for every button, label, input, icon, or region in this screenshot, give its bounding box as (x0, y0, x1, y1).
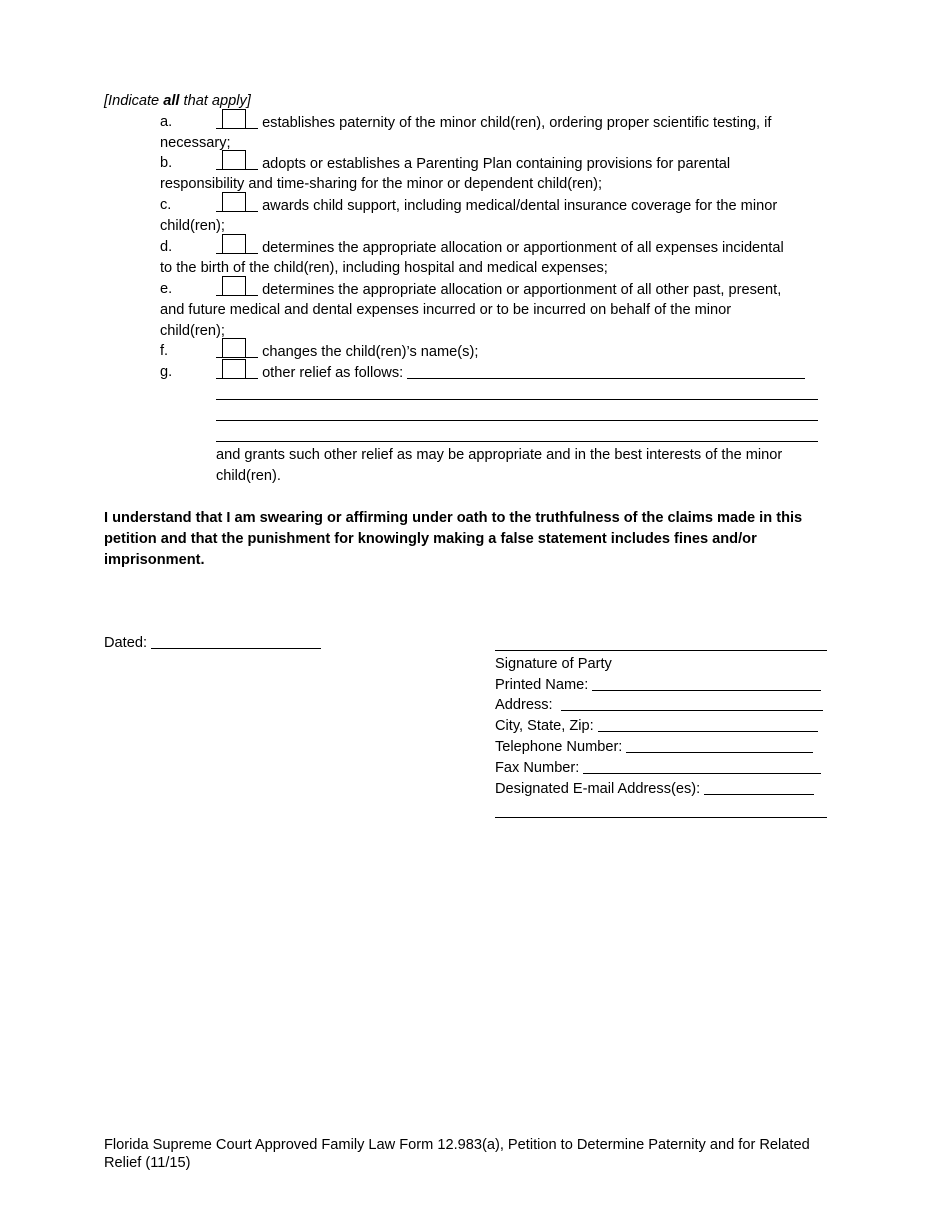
grants-text: and grants such other relief as may be appropriate and in the best interests of the minor child(ren). (216, 447, 783, 484)
address-field[interactable] (561, 696, 823, 711)
item-text: determines the appropriate allocation or apportionment of all other past, present, (262, 282, 782, 298)
address-row (495, 695, 823, 716)
item-line (216, 195, 777, 217)
item-letter: d. (160, 239, 173, 255)
printed-name-label: Printed Name: (495, 677, 589, 693)
item-letter: c. (160, 197, 172, 213)
telephone-field[interactable] (626, 738, 813, 753)
telephone-row (495, 737, 813, 758)
city-state-zip-row (495, 716, 818, 737)
form-footer: Florida Supreme Court Approved Family Law Form 12.983(a), Petition to Determine Paternity and for Related Relief (11/15) (104, 1137, 810, 1171)
email-label: Designated E-mail Address(es): (495, 781, 701, 797)
dated-field[interactable] (151, 634, 321, 649)
other-relief-field[interactable] (407, 364, 805, 379)
blank-line (216, 362, 258, 380)
item-continuation: and future medical and dental expenses incurred or to be incurred on behalf of the minor (160, 302, 732, 318)
checkbox-e[interactable] (222, 276, 246, 296)
item-line (216, 237, 784, 259)
instruction-prefix: [Indicate (104, 93, 164, 109)
checkbox-g[interactable] (222, 359, 246, 379)
item-line (216, 279, 781, 301)
item-line (216, 362, 805, 384)
item-letter: f. (160, 343, 169, 359)
email-continuation-line[interactable] (495, 817, 827, 818)
dated-row (104, 633, 321, 654)
fax-field[interactable] (583, 759, 821, 774)
item-line (216, 341, 478, 363)
item-line (216, 153, 730, 175)
item-letter: e. (160, 281, 173, 297)
email-row (495, 779, 814, 800)
item-continuation: responsibility and time-sharing for the minor or dependent child(ren); (160, 176, 603, 192)
printed-name-row (495, 675, 821, 696)
item-text: changes the child(ren)’s name(s); (262, 344, 479, 360)
item-letter: g. (160, 364, 173, 380)
signature-line[interactable] (495, 650, 827, 651)
blank-line (216, 341, 258, 359)
signature-label: Signature of Party (495, 656, 612, 672)
checkbox-a[interactable] (222, 109, 246, 129)
other-relief-line[interactable] (216, 420, 818, 421)
dated-label: Dated: (104, 635, 147, 651)
blank-line (216, 195, 258, 213)
item-text: establishes paternity of the minor child(ren), ordering proper scientific testing, if (262, 115, 772, 131)
item-line (216, 112, 771, 134)
item-text: adopts or establishes a Parenting Plan containing provisions for parental (262, 156, 731, 172)
blank-line (216, 112, 258, 130)
item-continuation: to the birth of the child(ren), including hospital and medical expenses; (160, 260, 608, 276)
blank-line (216, 153, 258, 171)
checkbox-f[interactable] (222, 338, 246, 358)
blank-line (216, 237, 258, 255)
instruction-suffix: that apply] (179, 93, 251, 109)
item-text: other relief as follows: (262, 365, 404, 381)
item-letter: a. (160, 114, 173, 130)
item-text: awards child support, including medical/dental insurance coverage for the minor (262, 198, 778, 214)
item-text: determines the appropriate allocation or apportionment of all expenses incidental (262, 240, 784, 256)
oath-statement: I understand that I am swearing or affirming under oath to the truthfulness of the claims made in this petition and that the punishment for knowingly making a false statement includes fines and/or imprisonment. (104, 510, 803, 568)
item-letter: b. (160, 155, 173, 171)
fax-label: Fax Number: (495, 760, 580, 776)
city-state-zip-field[interactable] (598, 717, 818, 732)
city-state-zip-label: City, State, Zip: (495, 718, 594, 734)
checkbox-b[interactable] (222, 150, 246, 170)
printed-name-field[interactable] (592, 676, 821, 691)
other-relief-line[interactable] (216, 441, 818, 442)
other-relief-line[interactable] (216, 399, 818, 400)
blank-line (216, 279, 258, 297)
checkbox-c[interactable] (222, 192, 246, 212)
fax-row (495, 758, 821, 779)
email-field[interactable] (704, 780, 814, 795)
address-label: Address: (495, 697, 553, 713)
checkbox-d[interactable] (222, 234, 246, 254)
instruction-bold: all (163, 93, 180, 109)
item-continuation: child(ren); (160, 218, 225, 234)
item-continuation: child(ren); (160, 323, 225, 339)
telephone-label: Telephone Number: (495, 739, 623, 755)
item-continuation: necessary; (160, 135, 231, 151)
